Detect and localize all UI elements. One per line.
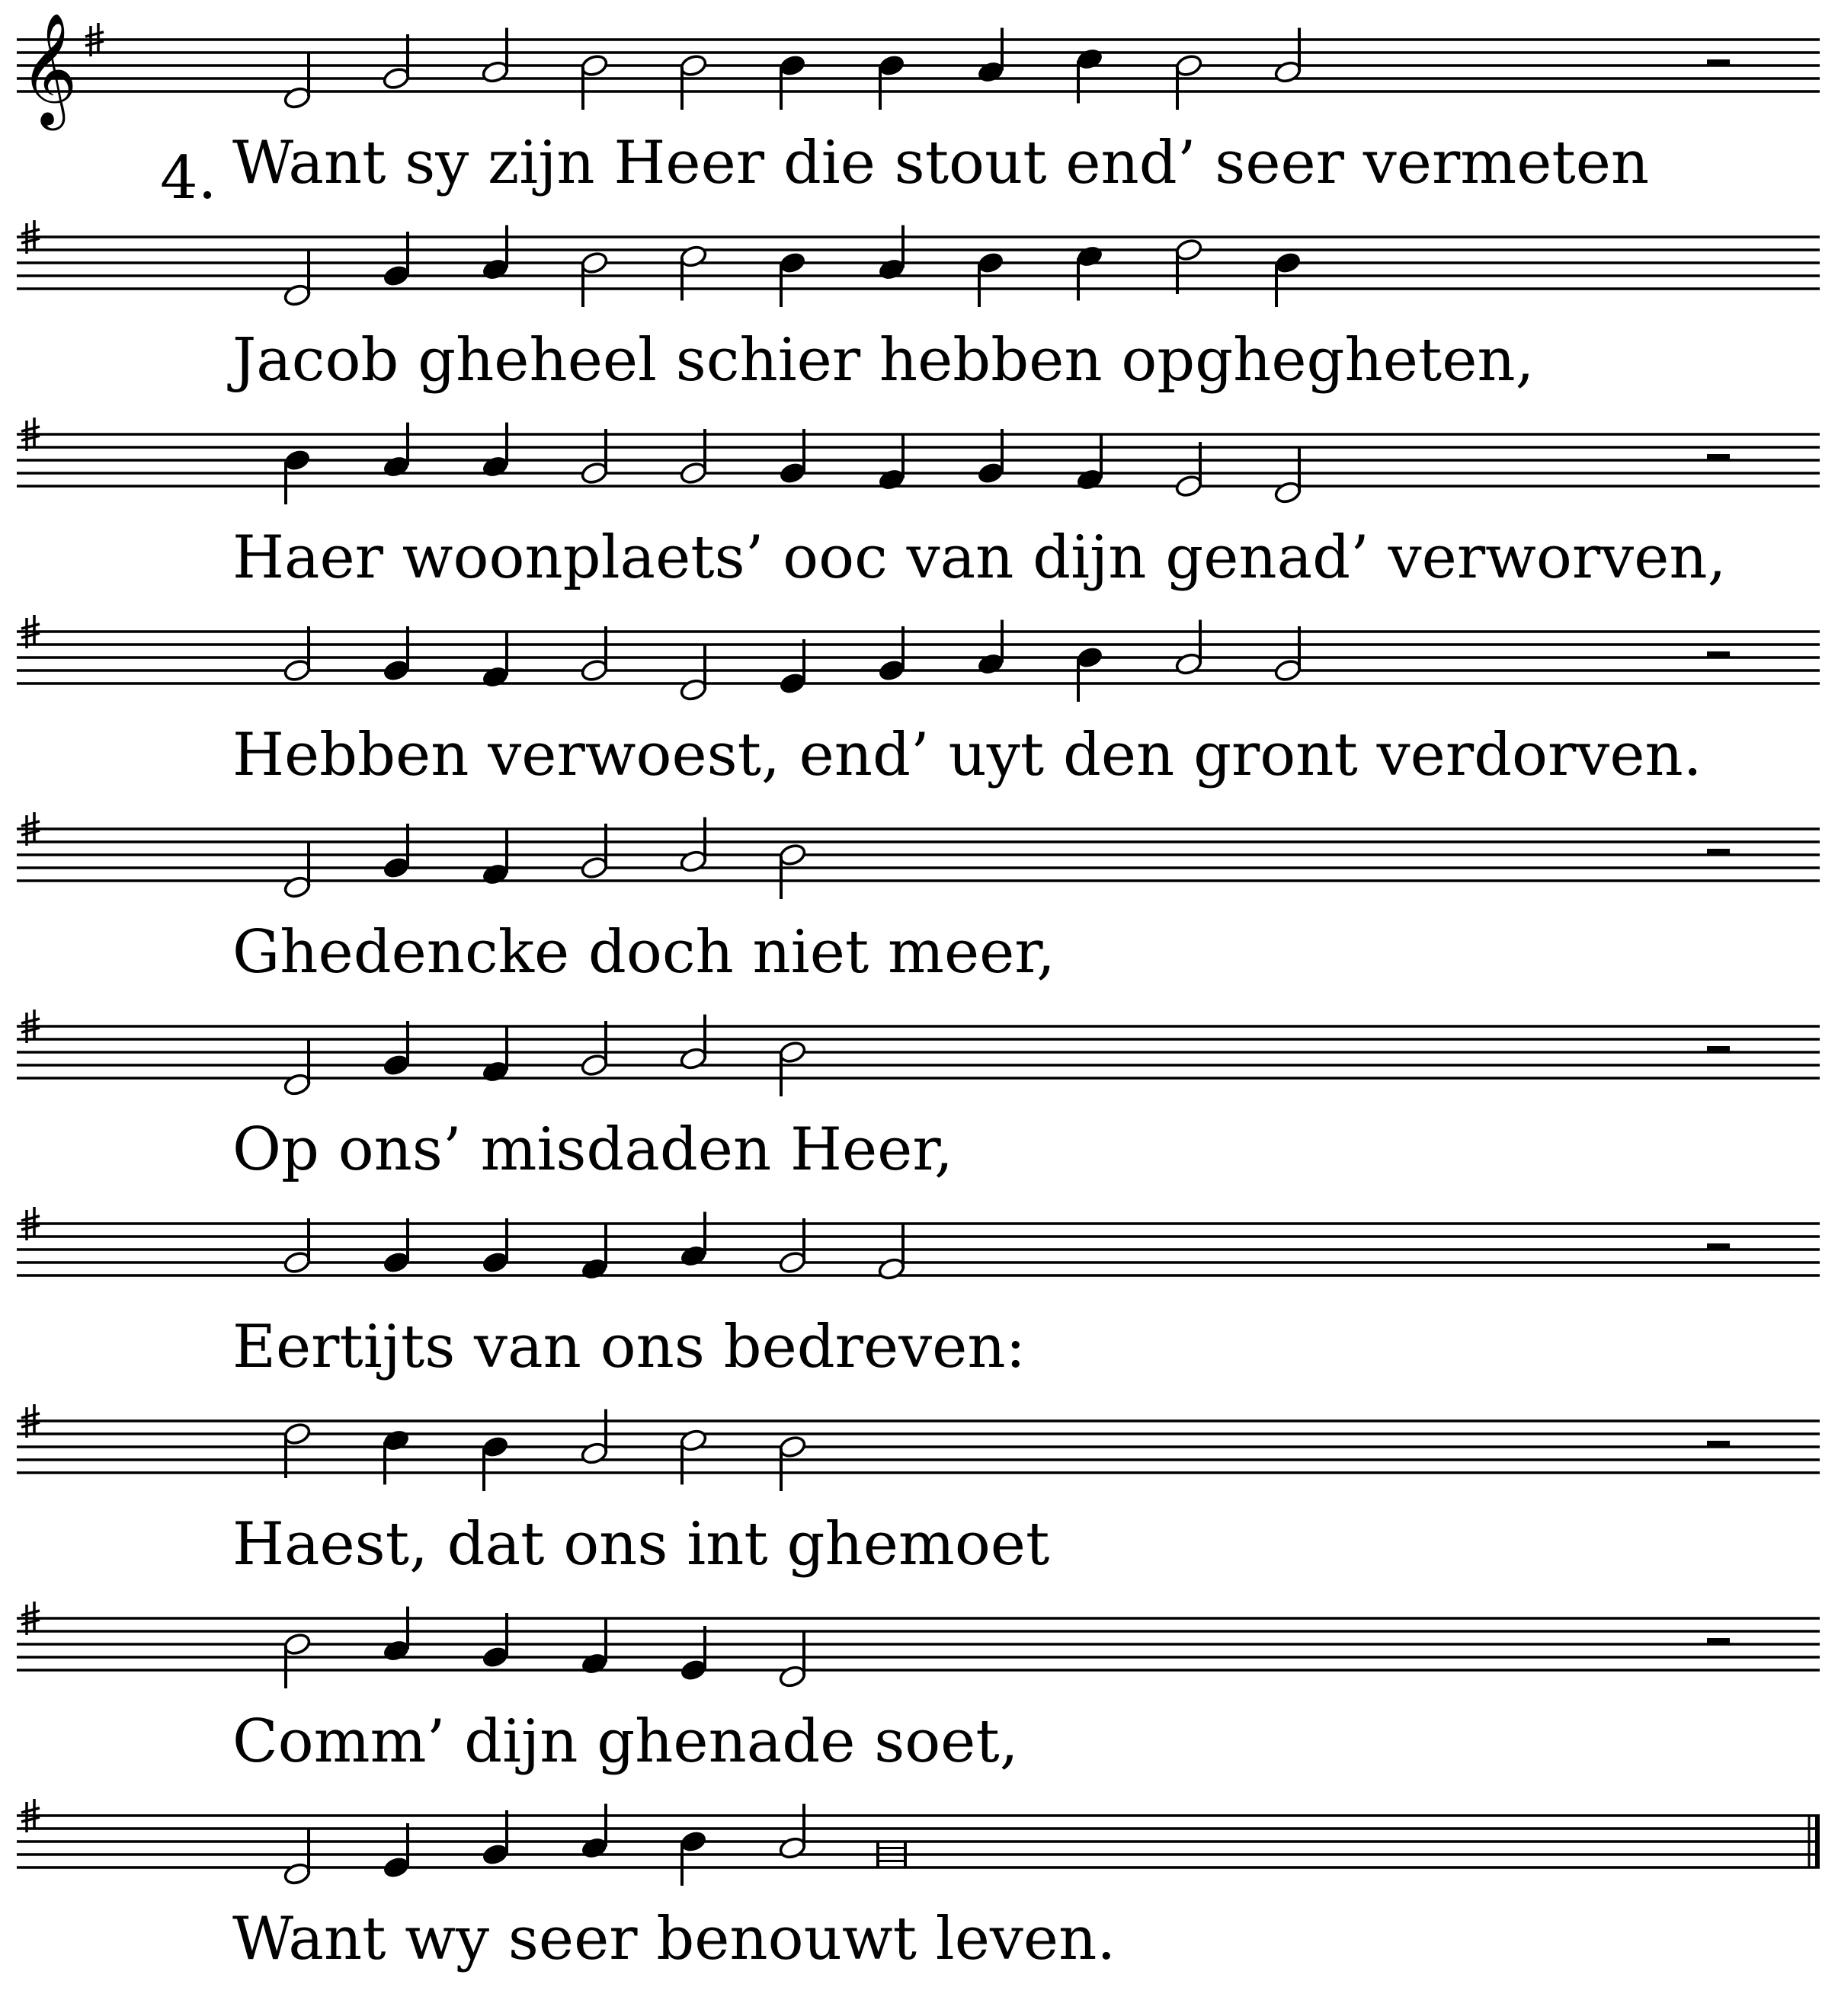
staff-system xyxy=(17,812,1820,987)
note xyxy=(580,53,609,110)
note xyxy=(679,244,708,300)
note xyxy=(382,824,411,880)
note xyxy=(877,53,906,110)
note xyxy=(382,626,411,683)
half-rest-icon xyxy=(1707,1046,1730,1052)
note xyxy=(1174,238,1203,294)
note xyxy=(580,1620,609,1676)
note xyxy=(976,620,1005,677)
note xyxy=(382,1823,411,1880)
note xyxy=(1174,442,1203,498)
note xyxy=(778,251,807,307)
note xyxy=(1075,645,1104,702)
note xyxy=(481,633,510,690)
note xyxy=(283,626,312,683)
note xyxy=(679,1626,708,1682)
note xyxy=(679,1829,708,1886)
note xyxy=(778,843,807,899)
lyric-line: Haer woonplaets’ ooc van dijn genad’ verworven, xyxy=(232,523,1727,592)
note xyxy=(679,818,708,874)
staff-system xyxy=(17,1404,1820,1579)
note xyxy=(382,34,411,91)
note xyxy=(778,1435,807,1491)
note xyxy=(778,1218,807,1275)
half-rest-icon xyxy=(1707,1243,1730,1250)
note xyxy=(283,1218,312,1275)
staff-system xyxy=(17,1207,1820,1381)
lyric-line: Want sy zijn Heer die stout end’ seer vermeten xyxy=(232,129,1650,197)
note xyxy=(481,1028,510,1084)
note xyxy=(778,1804,807,1861)
note xyxy=(1075,244,1104,300)
note xyxy=(283,1830,312,1886)
note xyxy=(877,1225,906,1282)
half-rest-icon xyxy=(1707,59,1730,66)
lyric-line: Eertijts van ons bedreven: xyxy=(232,1313,1026,1381)
note xyxy=(580,1804,609,1861)
note xyxy=(778,639,807,696)
note xyxy=(382,1428,411,1484)
lyric-line: Hebben verwoest, end’ uyt den gront verdorven. xyxy=(232,721,1702,789)
note xyxy=(778,1040,807,1096)
note xyxy=(283,843,312,900)
staff-system xyxy=(17,1799,1820,1973)
note xyxy=(283,1632,312,1688)
note xyxy=(1273,251,1302,307)
treble-clef-icon: 𝄞 xyxy=(20,12,78,126)
note xyxy=(1174,53,1203,110)
lyric-line: Ghedencke doch niet meer, xyxy=(232,918,1055,987)
note xyxy=(481,226,510,282)
note xyxy=(778,429,807,485)
note xyxy=(679,646,708,702)
note xyxy=(580,626,609,683)
note xyxy=(679,1428,708,1484)
note xyxy=(679,53,708,110)
verse-number: 4. xyxy=(160,144,217,213)
note xyxy=(382,232,411,288)
note xyxy=(580,824,609,880)
note xyxy=(481,28,510,85)
note xyxy=(1273,28,1302,85)
note xyxy=(283,251,312,308)
half-rest-icon xyxy=(1707,454,1730,460)
note xyxy=(283,1041,312,1097)
note xyxy=(481,1613,510,1669)
note xyxy=(481,423,510,479)
note xyxy=(976,429,1005,485)
note xyxy=(580,1410,609,1466)
note xyxy=(382,423,411,479)
note xyxy=(382,1607,411,1663)
note xyxy=(1273,626,1302,683)
note xyxy=(283,54,312,110)
note xyxy=(1273,449,1302,505)
note xyxy=(580,251,609,307)
note xyxy=(580,1021,609,1077)
note xyxy=(580,1225,609,1282)
lyric-line: Op ons’ misdaden Heer, xyxy=(232,1115,953,1184)
half-rest-icon xyxy=(1707,651,1730,658)
note xyxy=(679,1015,708,1071)
note xyxy=(481,1218,510,1275)
note xyxy=(778,1633,807,1689)
half-rest-icon xyxy=(1707,1441,1730,1447)
lyric-line: Jacob gheheel schier hebben opghegheten, xyxy=(232,326,1535,395)
staff-system xyxy=(17,418,1820,592)
note xyxy=(877,436,906,492)
note xyxy=(481,830,510,887)
staff-system xyxy=(17,1010,1820,1184)
note xyxy=(481,1435,510,1491)
lyric-line: Want wy seer benouwt leven. xyxy=(232,1905,1116,1973)
half-rest-icon xyxy=(1707,849,1730,855)
note xyxy=(283,1422,312,1478)
note xyxy=(778,53,807,110)
note xyxy=(877,626,906,683)
lyric-line: Haest, dat ons int ghemoet xyxy=(232,1510,1050,1579)
note xyxy=(1075,436,1104,492)
staff-system xyxy=(17,615,1820,789)
staff-system xyxy=(17,12,1820,197)
note xyxy=(976,251,1005,307)
note xyxy=(976,28,1005,85)
note xyxy=(877,226,906,282)
note xyxy=(1174,620,1203,677)
half-rest-icon xyxy=(1707,1638,1730,1644)
note xyxy=(481,1810,510,1867)
note xyxy=(1075,46,1104,103)
lyric-line: Comm’ dijn ghenade soet, xyxy=(232,1707,1019,1776)
note xyxy=(679,1212,708,1269)
note xyxy=(283,448,312,504)
staff-system xyxy=(17,220,1820,395)
note xyxy=(382,1218,411,1275)
staff-system xyxy=(17,1602,1820,1776)
note xyxy=(679,429,708,485)
note xyxy=(580,429,609,485)
note xyxy=(382,1021,411,1077)
